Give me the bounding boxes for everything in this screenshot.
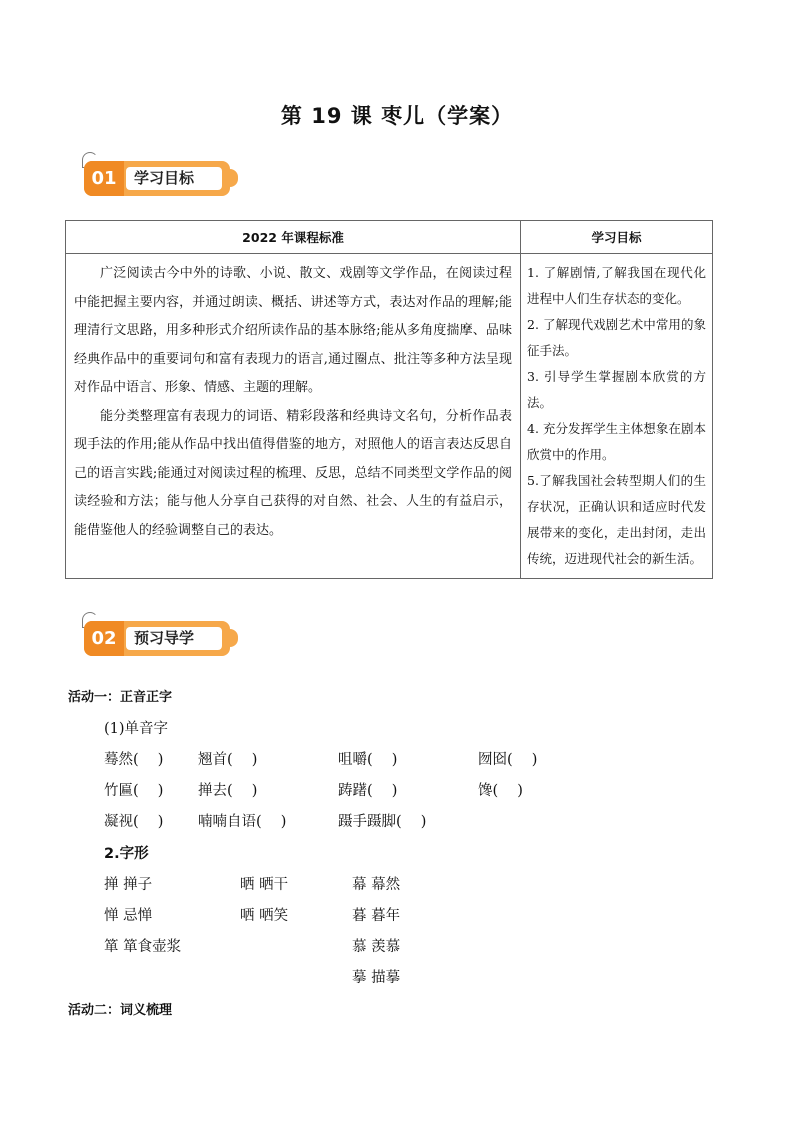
subheading: (1)单音字 [104, 721, 169, 737]
pinyin-word: 咀嚼( ) [338, 752, 398, 768]
objectives-cell [521, 254, 713, 579]
objective-item: 4. 充分发挥学生主体想象在剧本欣赏中的作用。 [527, 421, 706, 462]
page-title: 第 19 课 枣儿（学案） [280, 104, 514, 128]
zixing-word: 箪 箪食壶浆 [104, 939, 182, 955]
objective-item: 1. 了解剧情,了解我国在现代化进程中人们生存状态的变化。 [527, 265, 706, 306]
pinyin-word: 蓦然( ) [104, 752, 164, 768]
standard-paragraph: 能分类整理富有表现力的词语、精彩段落和经典诗文名句，分析作品表现手法的作用;能从作品中找出值得借鉴的地方，对照他人的语言表达反思自己的语言实践;能通过对阅读过程的梳理、反思，总结不同类型文学作品的阅读经验和方法；能与他人分享自己获得的对自然、社会、人生的有益启示，能借鉴他人的经验调整自己的表达。 [74, 408, 512, 538]
standard-paragraph: 广泛阅读古今中外的诗歌、小说、散文、戏剧等文学作品，在阅读过程中能把握主要内容，并通过朗读、概括、讲述等方式，表达对作品的理解;能理清行文思路，用多种形式介绍所读作品的基本脉络;能从多角度揣摩、品味经典作品中的重要词句和富有表现力的语言,通过圈点、批注等多种方法呈现对作品中语言、形象、情感、主题的理解。 [74, 266, 512, 395]
zixing-word: 晒 晒干 [240, 877, 289, 893]
pinyin-word: 喃喃自语( ) [198, 814, 287, 830]
objective-item: 3. 引导学生掌握剧本欣赏的方法。 [527, 369, 706, 410]
standards-table [65, 220, 713, 579]
objective-item: 2. 了解现代戏剧艺术中常用的象征手法。 [527, 317, 706, 358]
pinyin-word: 馋( ) [478, 783, 523, 799]
activity-heading: 活动二：词义梳理 [68, 1003, 173, 1018]
table-header-objectives: 学习目标 [521, 221, 713, 254]
section-number: 02 [84, 621, 124, 656]
zixing-word: 哂 哂笑 [240, 908, 289, 924]
pinyin-word: 凝视( ) [104, 814, 164, 830]
standard-cell [66, 254, 521, 579]
zixing-word: 慕 羡慕 [352, 939, 401, 955]
table-header-standard: 2022 年课程标准 [66, 221, 521, 254]
section-badge-preview [82, 612, 232, 656]
zixing-word: 掸 掸子 [104, 877, 153, 893]
zixing-word: 摹 描摹 [352, 970, 401, 986]
section-label: 学习目标 [126, 167, 222, 190]
pinyin-word: 蹑手蹑脚( ) [338, 814, 427, 830]
objective-item: 5.了解我国社会转型期人们的生存状况，正确认识和适应时代发展带来的变化，走出封闭，走出传统，迈进现代社会的新生活。 [527, 473, 706, 566]
pinyin-word: 囫囵( ) [478, 752, 538, 768]
zixing-word: 暮 暮年 [352, 908, 401, 924]
section-label: 预习导学 [126, 627, 222, 650]
section-number: 01 [84, 161, 124, 196]
section-badge-objectives [82, 152, 232, 196]
pinyin-word: 竹匾( ) [104, 783, 164, 799]
zixing-word: 惮 忌惮 [104, 908, 153, 924]
pinyin-word: 踌躇( ) [338, 783, 398, 799]
pinyin-word: 翘首( ) [198, 752, 258, 768]
activity-heading: 活动一：正音正字 [68, 690, 173, 705]
pinyin-word: 掸去( ) [198, 783, 258, 799]
subheading: 2.字形 [104, 846, 149, 862]
zixing-word: 幕 幕然 [352, 877, 401, 893]
